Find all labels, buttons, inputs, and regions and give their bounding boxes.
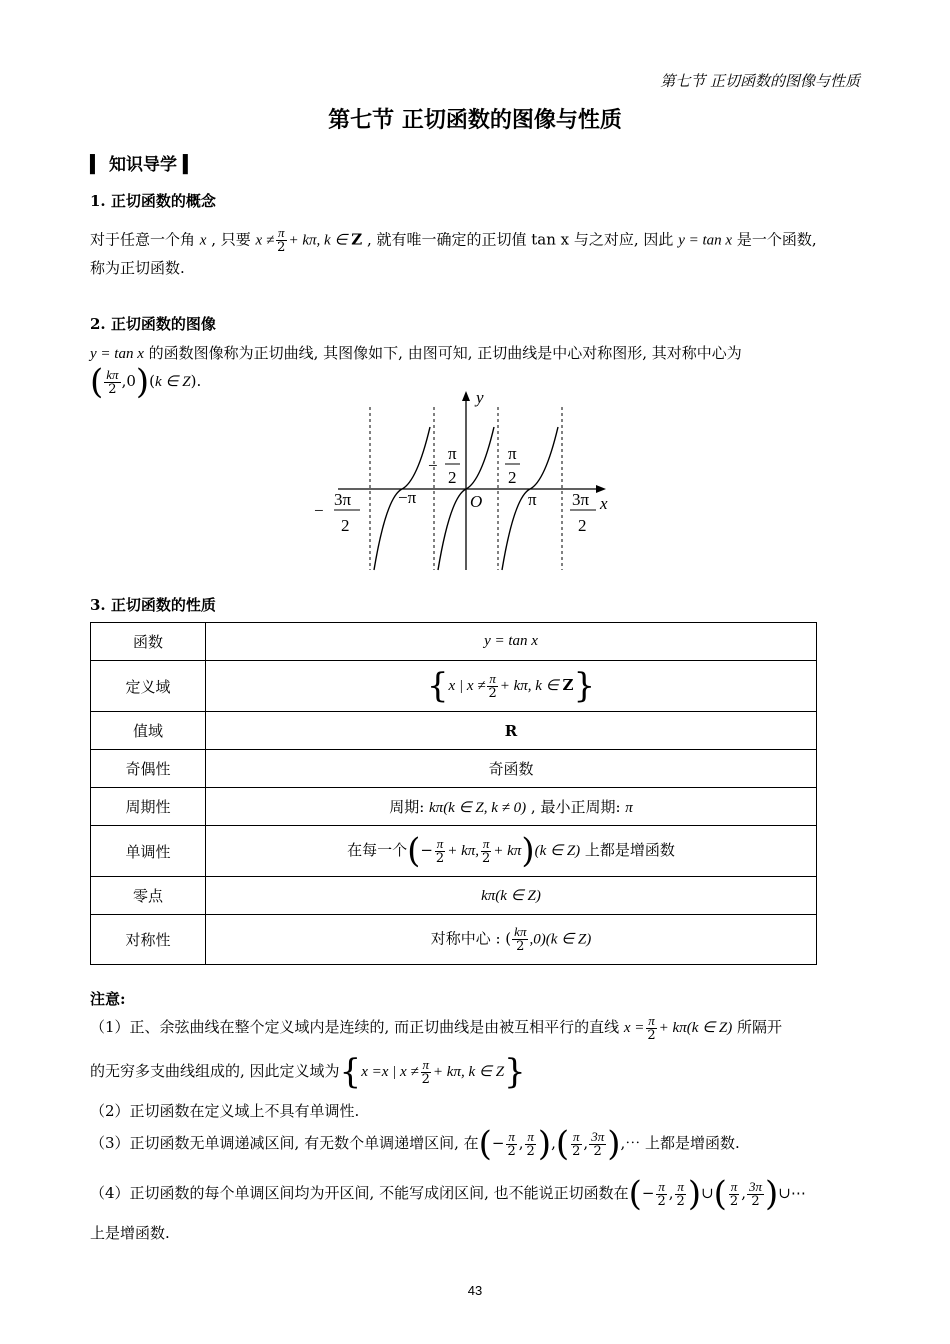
label-pi-2-den: 2 bbox=[508, 468, 517, 487]
fraction: $\frac{\pi}{2}$ bbox=[277, 225, 286, 255]
note-3: （3）正切函数无单调递减区间, 有无数个单调递增区间, 在(− $\frac{\pi}{2}$ , $\frac{\pi}{2}$ ),( $\frac{\pi}{2}$ , $\frac{3\pi}{2}$ ),⋯ 上都是增函数. bbox=[90, 1124, 740, 1164]
note-1: （1）正、余弦曲线在整个定义域内是连续的, 而正切曲线是由被互相平行的直线 x = $\frac{\pi}{2}$ + kπ(k ∈ Z) 所隔开 bbox=[90, 1012, 783, 1043]
note-2: （2）正切函数在定义域上不具有单调性. bbox=[90, 1102, 360, 1120]
origin-label: O bbox=[470, 492, 483, 511]
running-header: 第七节 正切函数的图像与性质 bbox=[660, 72, 860, 90]
x-axis-arrow bbox=[596, 485, 606, 493]
notes-heading: 注意: bbox=[90, 990, 126, 1008]
s1-heading: 1. 正切函数的概念 bbox=[90, 192, 216, 210]
x-axis-label: x bbox=[600, 494, 608, 513]
s2-paragraph: y = tan x 的函数图像称为正切曲线, 其图像如下, 由图可知, 正切曲线是中心对称图形, 其对称中心为 ( $\frac{k\pi}{2}$ ,0)(k ∈ Z). bbox=[90, 344, 742, 402]
label-pi-2-num: π bbox=[508, 444, 517, 463]
s2-heading: 2. 正切函数的图像 bbox=[90, 315, 216, 333]
note-1-cont: 的无穷多支曲线组成的, 因此定义域为{x =x | x ≠ $\frac{\pi}{2}$ + kπ, k ∈ Z} bbox=[90, 1052, 526, 1092]
section-heading bbox=[90, 150, 196, 175]
note-4-cont: 上是增函数. bbox=[90, 1224, 170, 1242]
table-row: 零点 kπ(k ∈ Z) bbox=[91, 877, 817, 915]
properties-table bbox=[90, 622, 817, 965]
tangent-graph bbox=[310, 385, 620, 575]
label-neg-pi: −π bbox=[398, 488, 417, 507]
s1-paragraph: 对于任意一个角 x , 只要 x ≠ $\frac{\pi}{2}$ + kπ, k ∈ Z , 就有唯一确定的正切值 tan x 与之对应, 因此 y = tan x 是一个函数, 称为正切函数. bbox=[90, 225, 817, 277]
label-neg-3pi-2-num: 3π bbox=[334, 490, 352, 509]
label-neg-pi-2-sign: − bbox=[428, 456, 438, 475]
table-row: 周期性 周期: kπ(k ∈ Z, k ≠ 0) , 最小正周期: π bbox=[91, 788, 817, 826]
table-row: 定义域 {x | x ≠ $\frac{\pi}{2}$ + kπ, k ∈ Z} bbox=[91, 661, 817, 712]
section-marker-right: ▍ bbox=[182, 155, 196, 175]
note-4: （4）正切函数的每个单调区间均为开区间, 不能写成闭区间, 也不能说正切函数在(− $\frac{\pi}{2}$ , $\frac{\pi}{2}$ )∪( $\frac{\pi}{2}$ , $\frac{3\pi}{2}$ )∪⋯ bbox=[90, 1174, 806, 1214]
table-row: 函数 y = tan x bbox=[91, 623, 817, 661]
label-neg-3pi-2-sign: − bbox=[314, 501, 324, 520]
table-row: 值域 R bbox=[91, 712, 817, 750]
label-neg-pi-2-num: π bbox=[448, 444, 457, 463]
label-pi: π bbox=[528, 490, 537, 509]
page-title: 第七节 正切函数的图像与性质 bbox=[328, 107, 622, 133]
y-axis-arrow bbox=[462, 391, 470, 401]
section-label: 知识导学 bbox=[109, 155, 177, 175]
label-neg-pi-2-den: 2 bbox=[448, 468, 457, 487]
section-marker-left: ▍ bbox=[90, 155, 104, 175]
y-axis-label: y bbox=[476, 388, 484, 407]
label-neg-3pi-2-den: 2 bbox=[341, 516, 350, 535]
page-number: 43 bbox=[467, 1283, 483, 1298]
label-3pi-2-num: 3π bbox=[572, 490, 590, 509]
s3-heading: 3. 正切函数的性质 bbox=[90, 596, 216, 614]
table-row: 对称性 对称中心 : ( $\frac{k\pi}{2}$ ,0)(k ∈ Z) bbox=[91, 915, 817, 965]
table-row: 奇偶性 奇函数 bbox=[91, 750, 817, 788]
label-3pi-2-den: 2 bbox=[578, 516, 587, 535]
table-row: 单调性 在每一个(− $\frac{\pi}{2}$ + kπ, $\frac{\pi}{2}$ + kπ)(k ∈ Z) 上都是增函数 bbox=[91, 826, 817, 877]
